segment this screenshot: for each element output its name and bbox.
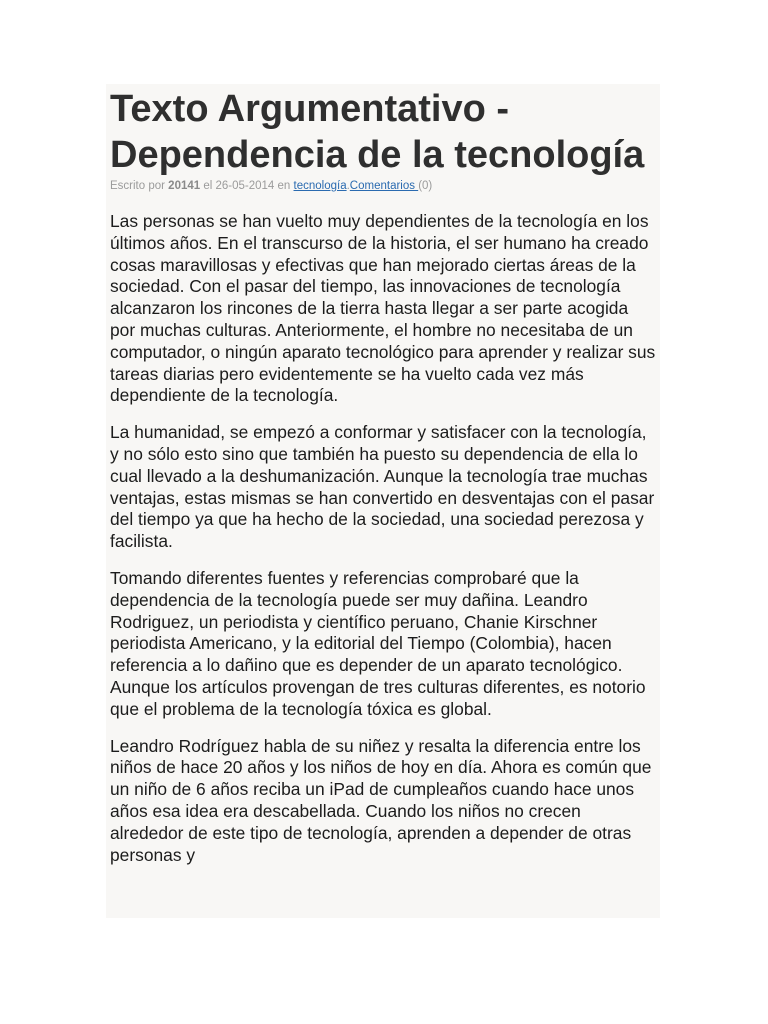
paragraph: Tomando diferentes fuentes y referencias comprobaré que la dependencia de la tecnología puede ser muy dañina. Leandro Rodriguez, un periodista y científico peruano, Chanie Kirschner periodista Americano, y la editorial del Tiempo (Colombia), hacen referencia a lo dañino que es depender de un aparato tecnológico. Aunque los artículos provengan de tres culturas diferentes, es notorio que el problema de la tecnología tóxica es global. [110, 567, 646, 719]
meta-separator: . [346, 180, 350, 192]
article-body [110, 211, 658, 881]
comments-link[interactable]: Comentarios [349, 180, 419, 192]
paragraph: Leandro Rodríguez habla de su niñez y resalta la diferencia entre los niños de hace 20 años y los niños de hoy en día. Ahora es común que un niño de 6 años reciba un iPad de cumpleaños cuando hace unos años esa idea era descabellada. Cuando los niños no crecen alrededor de este tipo de tecnología, aprenden a depender de otras personas y [110, 735, 652, 865]
comments-count: (0) [418, 180, 433, 192]
category-link[interactable]: tecnología [293, 180, 347, 192]
meta-prefix: Escrito por [110, 180, 169, 192]
meta-author: 20141 [168, 180, 201, 192]
paragraph: Las personas se han vuelto muy dependientes de la tecnología en los últimos años. En el transcurso de la historia, el ser humano ha creado cosas maravillosas y efectivas que han mejorado ciertas áreas de la sociedad. Con el pasar del tiempo, las innovaciones de tecnología alcanzaron los rincones de la tierra hasta llegar a ser parte acogida por muchas culturas. Anteriormente, el hombre no necesitaba de un computador, o ningún aparato tecnológico para aprender y realizar sus tareas diarias pero evidentemente se ha vuelto cada vez más dependiente de la tecnología. [110, 211, 656, 406]
article-meta [110, 179, 660, 194]
document-page [106, 84, 660, 918]
article-title: Texto Argumentativo - Dependencia de la tecnología [110, 88, 645, 176]
paragraph: La humanidad, se empezó a conformar y satisfacer con la tecnología, y no sólo esto sino que también ha puesto su dependencia de ella lo cual llevado a la deshumanización. Aunque la tecnología trae muchas ventajas, estas mismas se han convertido en desventajas con el pasar del tiempo ya que ha hecho de la sociedad, una sociedad perezosa y facilista. [110, 422, 655, 552]
meta-date: el 26-05-2014 en [200, 180, 294, 192]
